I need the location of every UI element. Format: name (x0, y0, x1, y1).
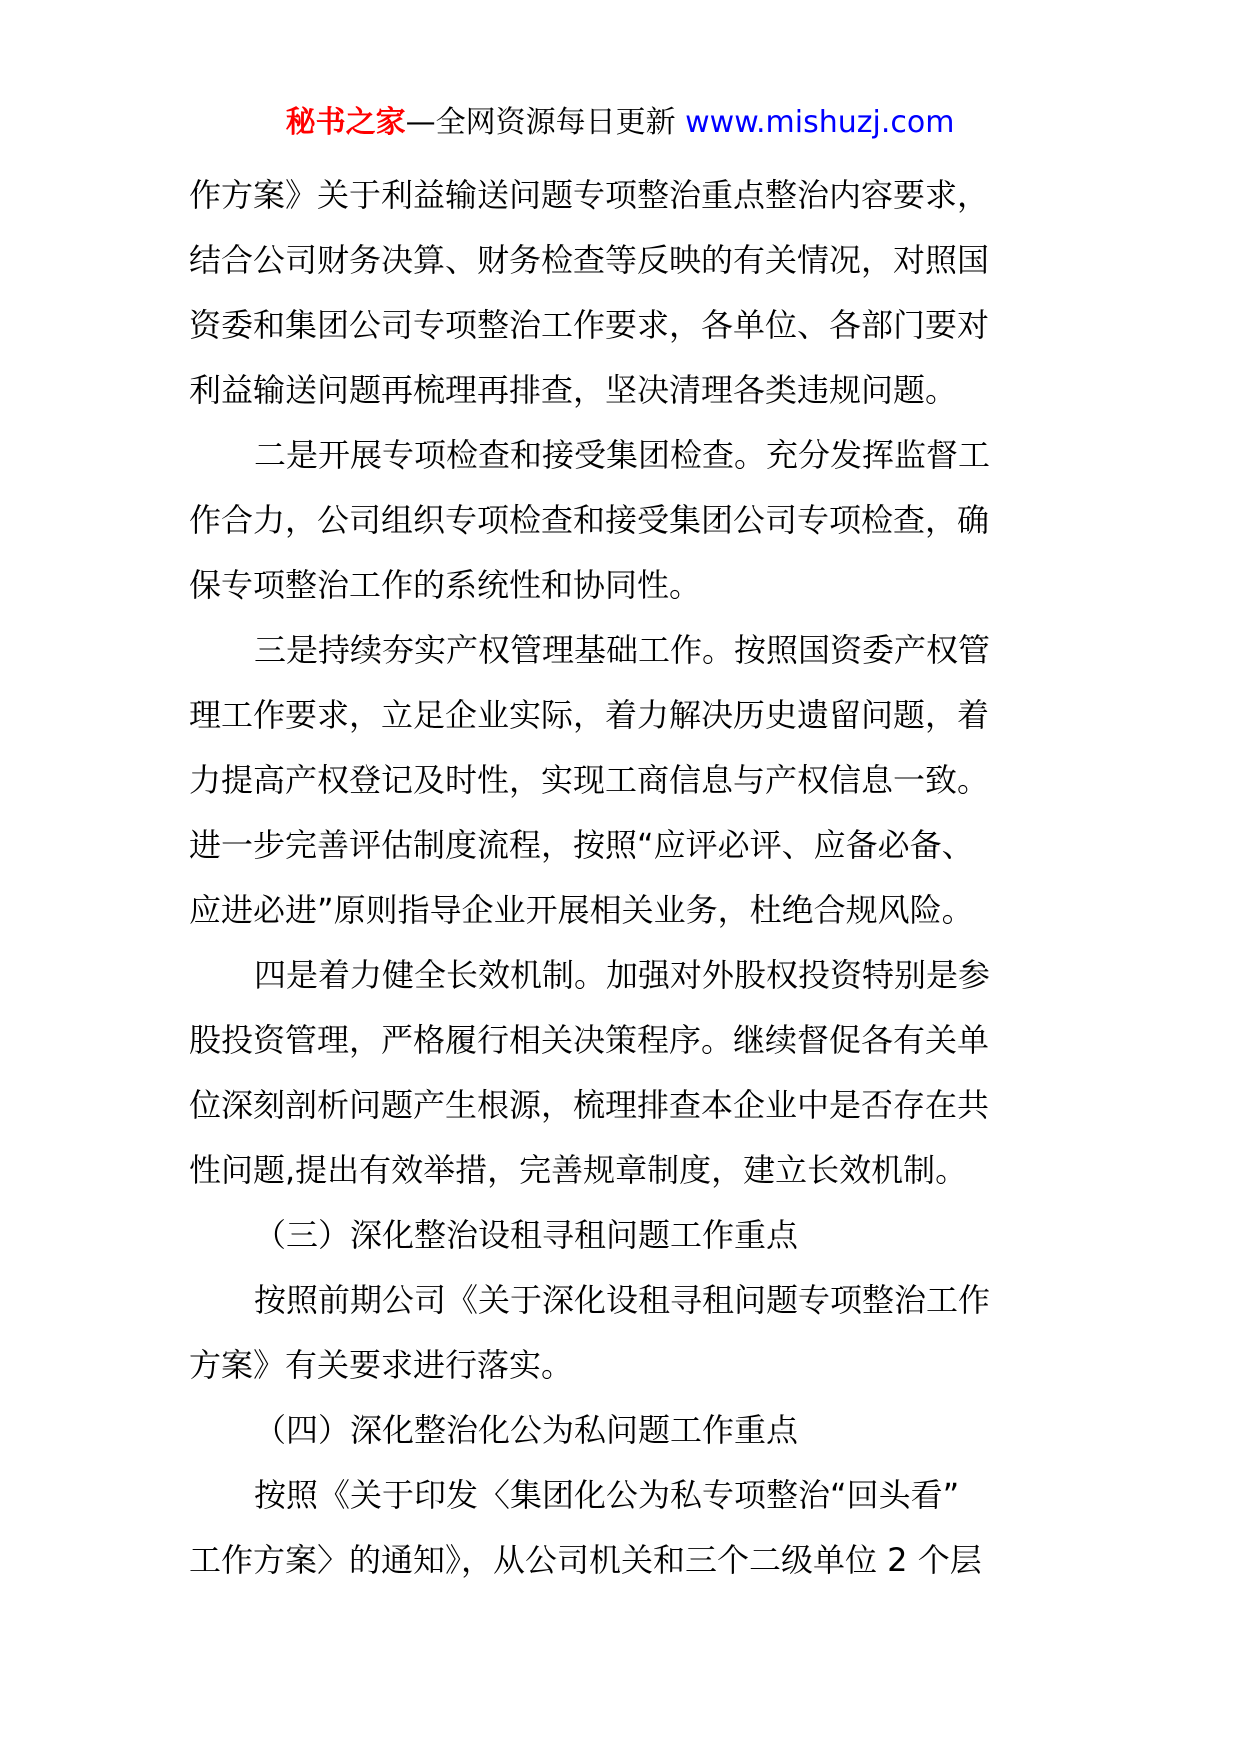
paragraph-first-line: 四是着力健全长效机制。加强对外股权投资特别是参 (254, 956, 991, 994)
section-heading: （四）深化整治化公为私问题工作重点 (254, 1411, 799, 1449)
text-line: 性问题,提出有效举措，完善规章制度，建立长效机制。 (189, 1151, 968, 1189)
text-line: 利益输送问题再梳理再排查，坚决清理各类违规问题。 (189, 371, 958, 409)
text-line: 股投资管理，严格履行相关决策程序。继续督促各有关单 (189, 1021, 990, 1059)
text-line: 作方案》关于利益输送问题专项整治重点整治内容要求， (189, 176, 990, 214)
section-heading: （三）深化整治设租寻租问题工作重点 (254, 1216, 799, 1254)
text-line: 资委和集团公司专项整治工作要求，各单位、各部门要对 (189, 306, 990, 344)
header-tagline: —全网资源每日更新 (405, 105, 676, 140)
text-line: 方案》有关要求进行落实。 (189, 1346, 574, 1384)
text-line: 结合公司财务决算、财务检查等反映的有关情况，对照国 (189, 241, 990, 279)
text-line: 力提高产权登记及时性，实现工商信息与产权信息一致。 (189, 761, 990, 799)
text-line: 理工作要求，立足企业实际，着力解决历史遗留问题，着 (189, 696, 990, 734)
text-line: 保专项整治工作的系统性和协同性。 (189, 566, 702, 604)
paragraph-first-line: 二是开展专项检查和接受集团检查。充分发挥监督工 (254, 436, 991, 474)
header-url-link[interactable]: www.mishuzj.com (685, 105, 955, 140)
header-brand: 秘书之家 (285, 105, 406, 140)
text-line: 作合力，公司组织专项检查和接受集团公司专项检查，确 (189, 501, 990, 539)
paragraph-first-line: 三是持续夯实产权管理基础工作。按照国资委产权管 (254, 631, 991, 669)
paragraph-first-line: 按照《关于印发〈集团化公为私专项整治“回头看” (254, 1476, 960, 1514)
page-header (0, 103, 1240, 143)
text-line: 位深刻剖析问题产生根源，梳理排查本企业中是否存在共 (189, 1086, 990, 1124)
text-line: 工作方案〉的通知》，从公司机关和三个二级单位 2 个层 (189, 1541, 982, 1579)
text-line: 进一步完善评估制度流程，按照“应评必评、应备必备、 (189, 826, 974, 864)
document-body (189, 163, 1059, 1593)
paragraph-first-line: 按照前期公司《关于深化设租寻租问题专项整治工作 (254, 1281, 991, 1319)
text-line: 应进必进”原则指导企业开展相关业务，杜绝合规风险。 (189, 891, 974, 929)
